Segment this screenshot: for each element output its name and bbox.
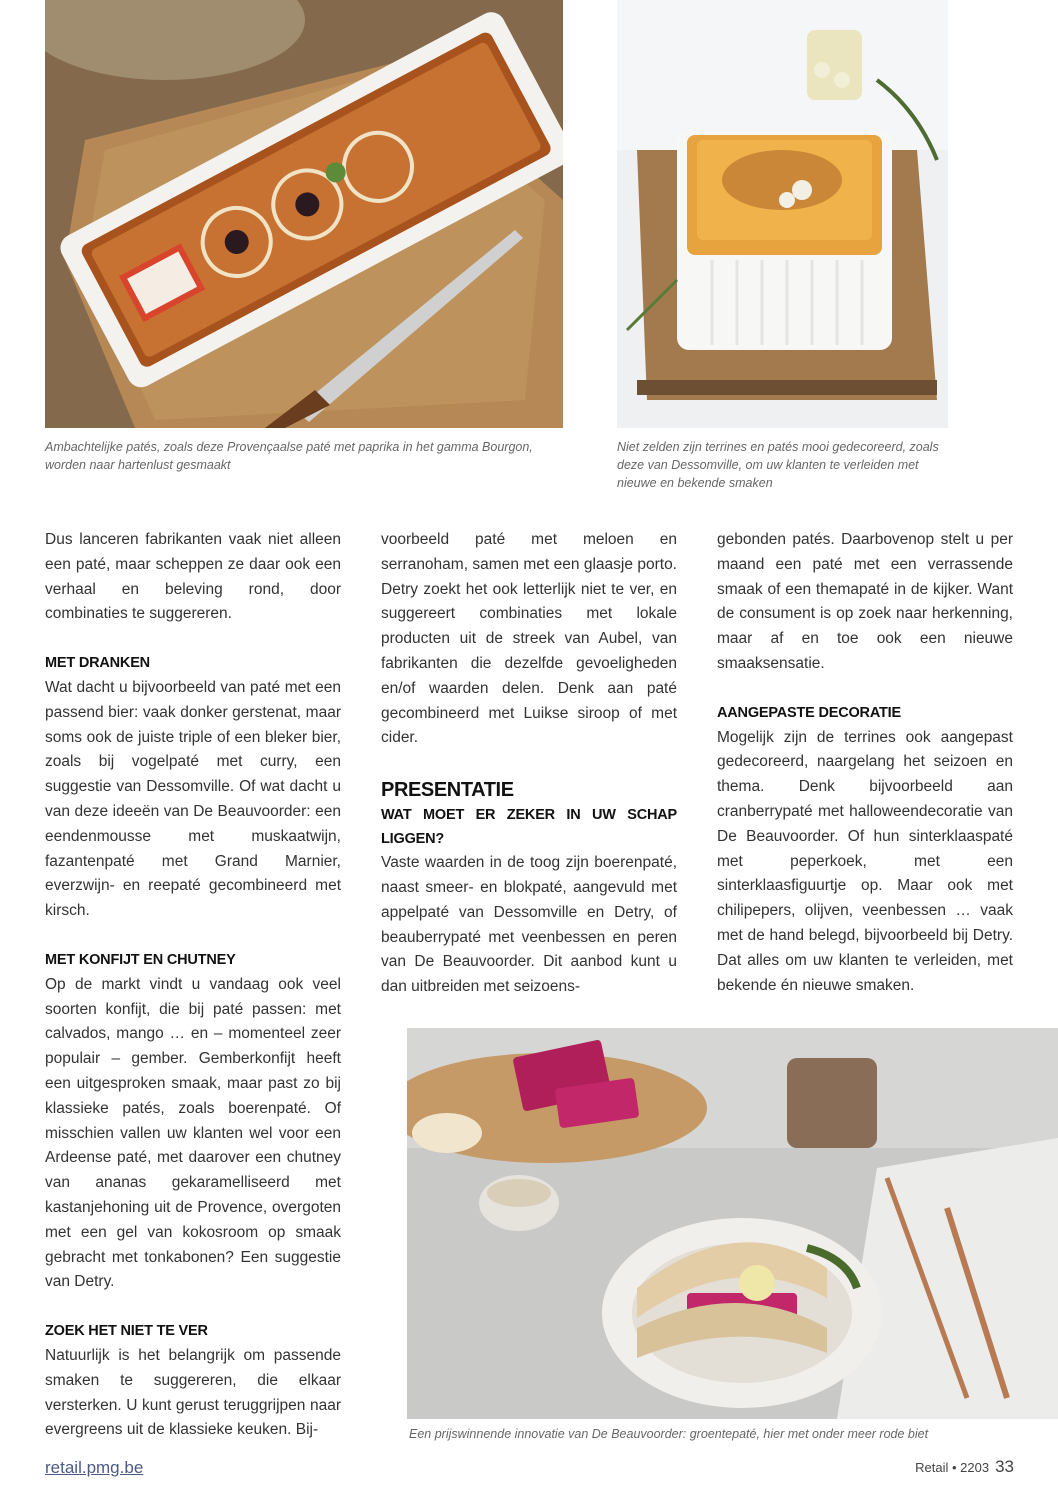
subheading-schap: WAT MOET ER ZEKER IN UW SCHAP LIGGEN? [381,807,677,848]
photo2-caption: Niet zelden zijn terrines en patés mooi gedecoreerd, zoals deze van Dessomville, om uw klanten te verleiden met nieuwe en bekende smaken [617,440,939,490]
photo-beauvoorder-groentepate [407,1028,1058,1419]
photo1-caption: Ambachtelijke patés, zoals deze Provençaalse paté met paprika in het gamma Bourgon, worden naar hartenlust gesmaakt [45,440,533,472]
page-number: 33 [995,1457,1014,1476]
paragraph-aangepaste-decoratie: Mogelijk zijn de terrines ook aangepast gedecoreerd, naargelang het seizoen en thema. Denk bijvoorbeeld aan cranberrypaté met halloweendecoratie van De Beauvoorder. Of hun sinterklaaspaté met peperkoek, met een sinterklaasfiguurtje op. Maar ook met chilipepers, olijven, veenbessen … vaak met de hand belegd, bijvoorbeeld bij Detry. Dat alles om uw klanten te verleiden, met bekende én nieuwe smaken. [717,728,1013,994]
article-column-3 [717,528,1013,998]
heading-presentatie: PRESENTATIE [381,779,514,802]
paragraph-continuation-3: gebonden patés. Daarbovenop stelt u per maand een paté met een verrassende smaak of een themapaté in de kijker. Want de consument is op zoek naar herkenning, maar af en toe ook een nieuwe smaaksensatie. [717,531,1013,672]
website-link[interactable]: retail.pmg.be [45,1458,144,1477]
article-column-1 [45,528,341,1443]
photo-dessomville-terrine [617,0,948,428]
paragraph-zoek-niet-te-ver: Natuurlijk is het belangrijk om passende smaken te suggereren, die elkaar versterken. U kunt gerust teruggrijpen naar evergreens uit de klassieke keuken. Bij- [45,1346,341,1439]
heading-aangepaste-decoratie: AANGEPASTE DECORATIE [717,704,901,721]
photo-bourgon-pate [45,0,563,428]
intro-paragraph: Dus lanceren fabrikanten vaak niet alleen een paté, maar scheppen ze daar ook een verhaal en beleving rond, door combinaties te suggereren. [45,531,341,623]
heading-zoek-niet-te-ver: ZOEK HET NIET TE VER [45,1323,208,1340]
paragraph-continuation-2: voorbeeld paté met meloen en serranoham, samen met een glaasje porto. Detry zoekt het ook letterlijk niet te ver, en suggereert combinaties met lokale producten uit de streek van Aubel, van fabrikanten die dezelfde gevoeligheden en/of waarden delen. Denk aan paté gecombineerd met Luikse siroop of met cider. [381,531,677,747]
photo3-caption: Een prijswinnende innovatie van De Beauvoorder: groentepaté, hier met onder meer rode biet [409,1427,929,1441]
heading-met-dranken: MET DRANKEN [45,655,150,672]
article-column-2 [381,528,677,1000]
magazine-issue: Retail • 2203 [915,1460,990,1475]
paragraph-met-dranken: Wat dacht u bijvoorbeeld van paté met een passend bier: vaak donker gerstenat, maar soms ook de juiste triple of een bleker bier, zoals bij vogelpaté met curry, een suggestie van Dessomville. Of wat dacht u van deze ideeën van De Beauvoorder: een eendenmousse met muskaatwijn, fazantenpaté met Grand Marnier, everzwijn- en reepaté gecombineerd met kirsch. [45,678,341,920]
heading-met-konfijt: MET KONFIJT EN CHUTNEY [45,951,236,968]
page-footer [915,1457,1014,1477]
paragraph-schap: Vaste waarden in de toog zijn boerenpaté, naast smeer- en blokpaté, aangevuld met appelpaté van Dessomville en Detry, of beauberrypaté met veenbessen en peren van De Beauvoorder. Dit aanbod kunt u dan uitbreiden met seizoens- [381,854,677,996]
paragraph-met-konfijt: Op de markt vindt u vandaag ook veel soorten konfijt, die bij paté passen: met calvados, mango … en – momenteel zeer populair – gember. Gemberkonfijt heeft een uitgesproken smaak, maar past zo bij klassieke patés, zoals boerenpaté. Of misschien vallen uw klanten wel voor een Ardeense paté, met daarover een chutney van ananas gekaramelliseerd met kastanjehoning uit de Provence, overgoten met een gel van kokosroom op smaak gebracht met tonkabonen? Een suggestie van Detry. [45,975,341,1291]
